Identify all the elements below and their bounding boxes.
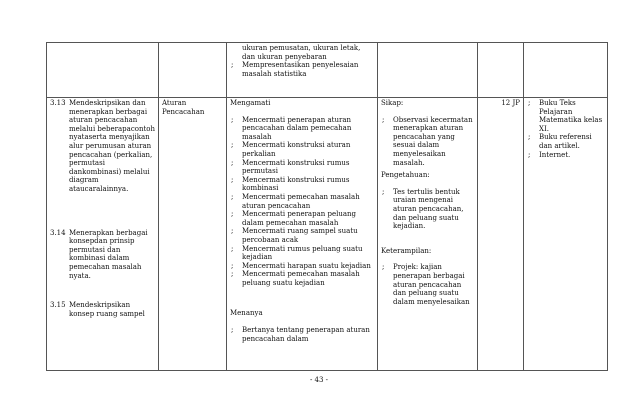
keterampilan-heading: Keterampilan: — [381, 246, 432, 255]
page-number: - 43 - — [309, 376, 329, 384]
activity-item: ; Mencermati ruang sampel suatu percobaan acak — [231, 227, 358, 244]
cell-materi-pokok — [159, 98, 227, 371]
cell-penilaian — [378, 98, 478, 371]
kd-item-3-15: 3.15 Mendeskripsikan konsep ruang sampel — [50, 301, 145, 318]
table-row-continued — [47, 43, 608, 98]
cell-pembelajaran — [227, 98, 378, 371]
table-row-main — [47, 98, 608, 371]
sikap-heading: Sikap: — [381, 99, 404, 107]
cell-waktu-empty — [478, 43, 524, 98]
syllabus-table — [46, 42, 608, 371]
activity-item: ; Mencermati harapan suatu kejadian — [231, 261, 371, 270]
pengetahuan-heading: Pengetahuan: — [381, 171, 430, 180]
activity-item: ; Mencermati pemecahan masalah peluang suatu kejadian — [231, 270, 360, 287]
activity-item: ; Mencermati penerapan aturan pencacahan dalam pemecahan masalah — [231, 115, 352, 141]
cell-materi-empty — [159, 43, 227, 98]
cell-kd-empty — [47, 43, 159, 98]
cell-alokasi-waktu — [478, 98, 524, 371]
cell-kompetensi-dasar — [47, 98, 159, 371]
activity-item: ; Mencermati penerapan peluang dalam pemecahan masalah — [231, 210, 357, 227]
activity-item: ; Bertanya tentang penerapan aturan pencacahan dalam — [231, 326, 370, 343]
source-item: ; Buku referensi dan artikel. — [528, 133, 592, 150]
activity-item: ; Mencermati pemecahan masalah aturan pencacahan — [231, 192, 360, 210]
activity-item: ; Mencermati konstruksi rumus kombinasi — [231, 175, 350, 193]
cell-sumber-empty — [524, 43, 608, 98]
activity-item: ; Mencermati konstruksi rumus permutasi — [231, 158, 350, 176]
assessment-item: ; Observasi kecermatan menerapkan aturan pencacahan yang sesuai dalam menyelesaikan masalah. — [382, 115, 473, 167]
cell-sumber-belajar — [524, 98, 608, 371]
activity-item: ; Mempresentasikan penyelesaian masalah statistika — [231, 61, 359, 78]
activity-item: ; Mencermati rumus peluang suatu kejadian — [231, 244, 363, 262]
kd-item-3-14: 3.14 Menerapkan berbagai konsepdan prinsip permutasi dan kombinasi dalam pemecahan masalah nyata. — [50, 228, 148, 280]
kd-item-3-13: 3.13 Mendeskripsikan dan menerapkan berbagai aturan pencacahan melalui beberapacontoh nyataserta menyajikan alur perumusan aturan pencacahan (perkalian, permutasi dankombinasi) melalui diagram ataucaralainnya. — [50, 99, 156, 193]
mengamati-heading: Mengamati — [230, 99, 271, 107]
cell-penilaian-empty — [378, 43, 478, 98]
alokasi-waktu-text: 12 JP — [501, 99, 520, 107]
activity-item: ukuran pemusatan, ukuran letak, dan ukuran penyebaran — [242, 44, 361, 61]
materi-text: Aturan Pencacahan — [162, 99, 205, 116]
assessment-item: ; Tes tertulis bentuk uraian mengenai aturan pencacahan, dan peluang suatu kejadian. — [382, 187, 464, 231]
activity-item: ; Mencermati konstruksi aturan perkalian — [231, 141, 351, 158]
source-item: ; Buku Teks Pelajaran Matematika kelas XI. — [528, 99, 603, 133]
source-item: ; Internet. — [528, 150, 571, 159]
cell-pembelajaran-continued — [227, 43, 378, 98]
assessment-item: ; Projek: kajian penerapan berbagai aturan pencacahan dan peluang suatu dalam menyelesaikan — [382, 263, 470, 306]
menanya-heading: Menanya — [230, 309, 263, 318]
